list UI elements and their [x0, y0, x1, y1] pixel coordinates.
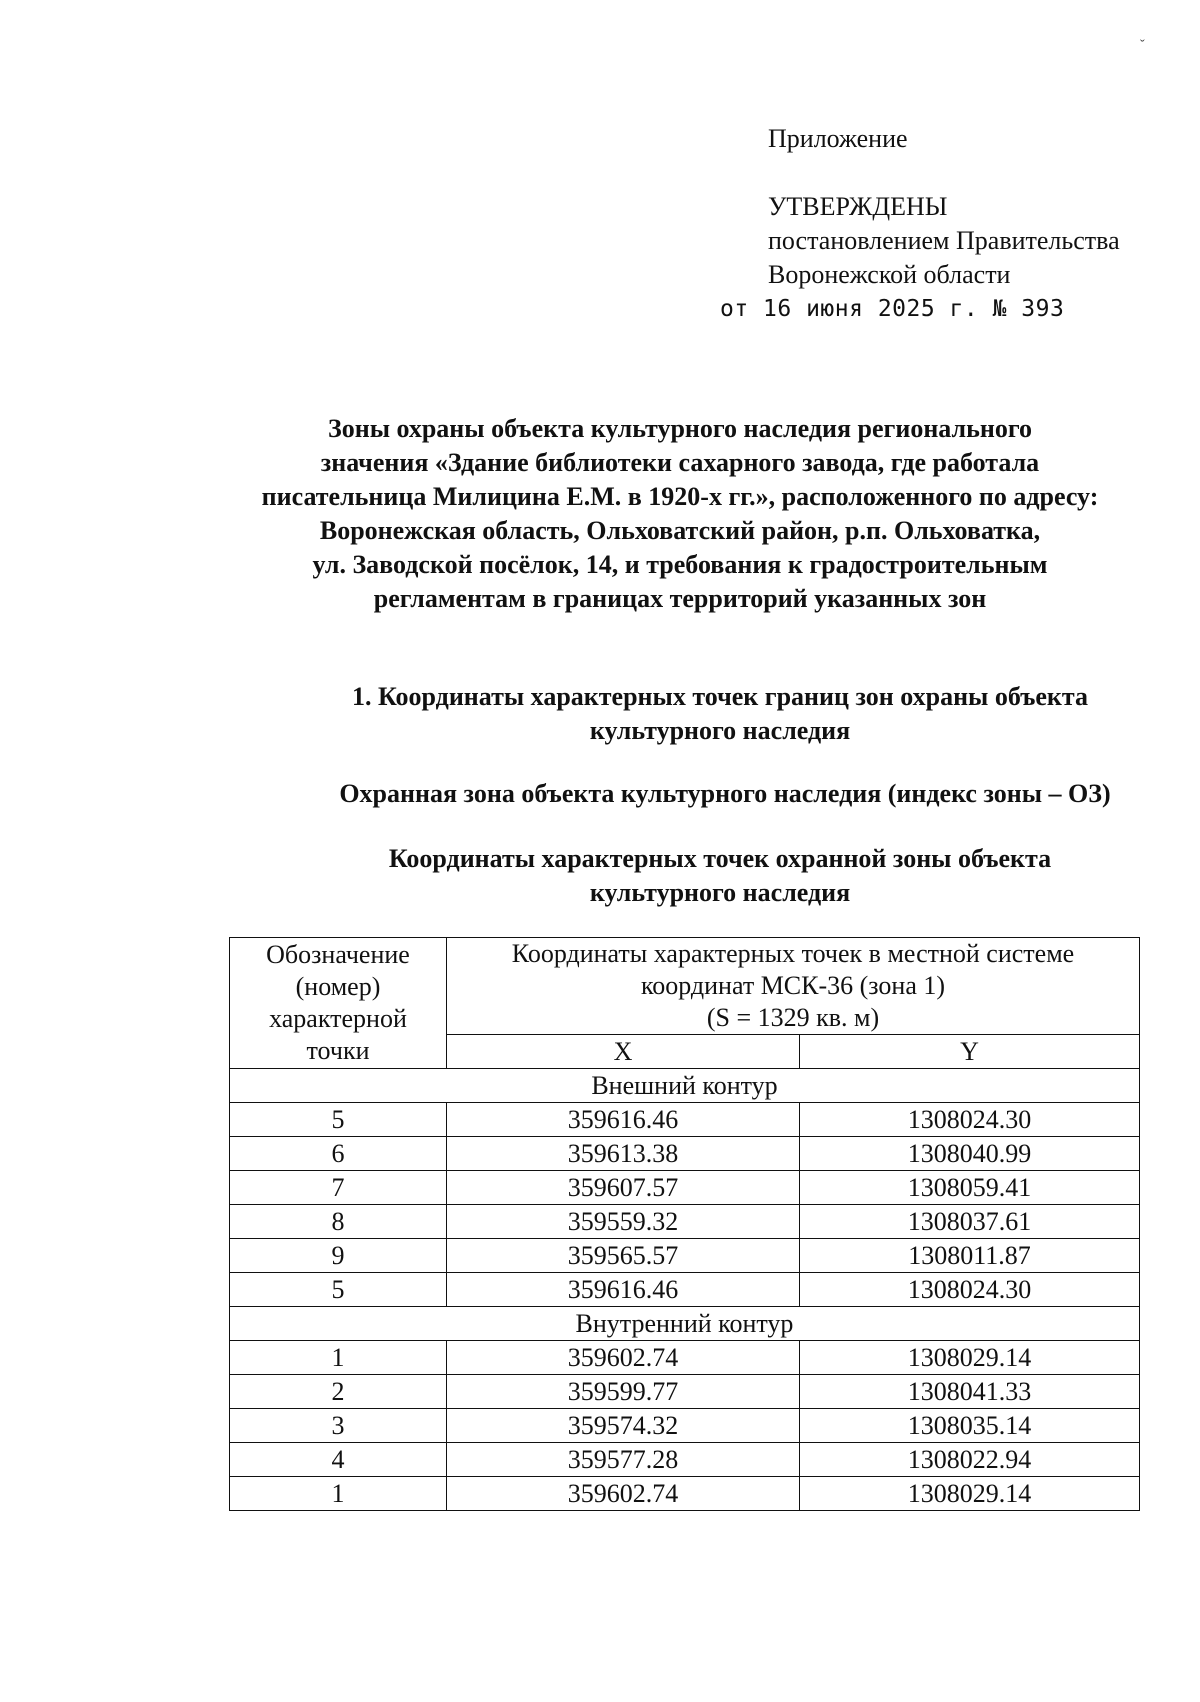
point-number: 6	[230, 1137, 447, 1171]
scan-mark: ˇ	[1140, 38, 1145, 53]
point-number: 5	[230, 1103, 447, 1137]
table-row	[230, 1341, 1140, 1375]
x-column-header: X	[447, 1035, 800, 1069]
y-value: 1308024.30	[800, 1273, 1140, 1307]
y-value: 1308022.94	[800, 1443, 1140, 1477]
table-row	[230, 1409, 1140, 1443]
point-number: 4	[230, 1443, 447, 1477]
title-line: Воронежская область, Ольховатский район, р.п. Ольховатка,	[319, 516, 1041, 545]
table-row	[230, 1171, 1140, 1205]
x-value: 359577.28	[447, 1443, 800, 1477]
y-value: 1308037.61	[800, 1205, 1140, 1239]
document-title	[210, 412, 1150, 616]
y-value: 1308035.14	[800, 1409, 1140, 1443]
point-number: 1	[230, 1477, 447, 1511]
x-value: 359616.46	[447, 1273, 800, 1307]
coordinates-header	[447, 938, 1140, 1035]
table-row	[230, 1103, 1140, 1137]
header-text: характерной	[269, 1004, 407, 1033]
x-value: 359602.74	[447, 1341, 800, 1375]
approved-label: УТВЕРЖДЕНЫ	[768, 192, 948, 221]
table-row	[230, 1477, 1140, 1511]
table-row	[230, 1375, 1140, 1409]
header-text: (S = 1329 кв. м)	[706, 1003, 880, 1032]
table-row	[230, 1137, 1140, 1171]
table-row	[230, 1239, 1140, 1273]
point-number: 9	[230, 1239, 447, 1273]
x-value: 359613.38	[447, 1137, 800, 1171]
point-number: 1	[230, 1341, 447, 1375]
table-heading-line: культурного наследия	[589, 878, 851, 907]
x-value: 359607.57	[447, 1171, 800, 1205]
x-value: 359602.74	[447, 1477, 800, 1511]
point-number: 3	[230, 1409, 447, 1443]
x-value: 359616.46	[447, 1103, 800, 1137]
title-line: писательница Милицина Е.М. в 1920-х гг.», расположенного по адресу:	[261, 482, 1099, 511]
y-value: 1308029.14	[800, 1341, 1140, 1375]
header-text: Обозначение	[266, 940, 410, 969]
x-value: 359565.57	[447, 1239, 800, 1273]
section-heading-line: 1. Координаты характерных точек границ зон охраны объекта	[352, 682, 1088, 711]
y-value: 1308041.33	[800, 1375, 1140, 1409]
point-number: 7	[230, 1171, 447, 1205]
y-value: 1308059.41	[800, 1171, 1140, 1205]
table-body	[230, 1069, 1140, 1511]
y-value: 1308024.30	[800, 1103, 1140, 1137]
decree-line-1: постановлением Правительства	[768, 226, 1120, 255]
y-value: 1308029.14	[800, 1477, 1140, 1511]
title-line: Зоны охраны объекта культурного наследия регионального	[327, 414, 1033, 443]
section-heading	[300, 680, 1140, 748]
table-row	[230, 1443, 1140, 1477]
title-line: ул. Заводской посёлок, 14, и требования к градостроительным	[312, 550, 1048, 579]
table-heading-line: Координаты характерных точек охранной зоны объекта	[388, 844, 1052, 873]
x-value: 359599.77	[447, 1375, 800, 1409]
approval-block	[720, 122, 1120, 326]
header-text: координат МСК-36 (зона 1)	[640, 971, 946, 1000]
header-text: (номер)	[295, 972, 381, 1001]
point-number-header	[230, 938, 447, 1069]
decree-line-2: Воронежской области	[768, 260, 1011, 289]
decree-date: от 16 июня 2025 г. № 393	[720, 296, 1065, 322]
point-number: 5	[230, 1273, 447, 1307]
point-number: 8	[230, 1205, 447, 1239]
appendix-label: Приложение	[768, 124, 908, 153]
point-number: 2	[230, 1375, 447, 1409]
y-column-header: Y	[800, 1035, 1140, 1069]
zone-heading: Охранная зона объекта культурного наследия (индекс зоны – ОЗ)	[339, 779, 1111, 808]
coordinates-table	[229, 937, 1140, 1511]
inner-contour-label: Внутренний контур	[230, 1307, 1140, 1341]
table-row	[230, 1273, 1140, 1307]
y-value: 1308011.87	[800, 1239, 1140, 1273]
title-line: регламентам в границах территорий указанных зон	[373, 584, 987, 613]
table-row	[230, 1205, 1140, 1239]
header-text: Координаты характерных точек в местной системе	[511, 939, 1075, 968]
y-value: 1308040.99	[800, 1137, 1140, 1171]
header-text: точки	[306, 1036, 370, 1065]
section-heading-line: культурного наследия	[589, 716, 851, 745]
outer-contour-label: Внешний контур	[230, 1069, 1140, 1103]
title-line: значения «Здание библиотеки сахарного завода, где работала	[320, 448, 1040, 477]
table-heading	[300, 842, 1140, 910]
x-value: 359574.32	[447, 1409, 800, 1443]
x-value: 359559.32	[447, 1205, 800, 1239]
